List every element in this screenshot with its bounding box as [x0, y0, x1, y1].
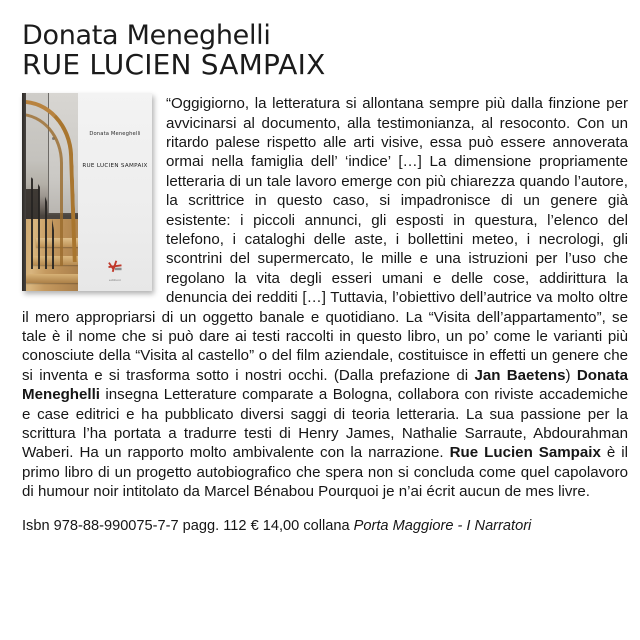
series-name: Porta Maggiore - I Narratori	[353, 517, 532, 534]
pages-label: pagg.	[182, 517, 220, 534]
book-title-inline: Rue Lucien Sampaix	[449, 444, 601, 462]
description-part-2: )	[565, 366, 577, 384]
series-label: collana	[303, 517, 350, 534]
cover-text-panel	[78, 93, 152, 291]
cover-title-text: RUE LUCIEN SAMPAIX	[82, 163, 148, 169]
cover-photo-staircase	[22, 93, 78, 291]
publisher-logo-icon	[106, 259, 124, 275]
cover-author-text: Donata Meneghelli	[89, 131, 141, 137]
cover-photo-step-3	[26, 274, 78, 283]
heading-author: Donata Meneghelli	[22, 20, 271, 51]
book-author-name: Donata Meneghelli	[22, 366, 628, 404]
description-part-4: è il primo libro di un progetto autobiografico che spera non si concluda come quel capolavoro di humour noir intitolato da Marcel Bénabou Pourquoi je n’ai écrit aucun de mes livre.	[22, 444, 628, 501]
cover-photo-newel-post	[22, 93, 26, 291]
description-part-3: insegna Letterature comparate a Bologna, collabora con riviste accademiche e case editrici e ha pubblicato diversi saggi di teoria letteraria. La sua passione per la scrittura l’ha portata a tradurre testi di Henry James, Nathalie Sarraute, Abdourahman Waberi. Ha un rapporto molto ambivalente con la narrazione.	[22, 386, 628, 462]
publisher-logo-name: edizioni	[109, 278, 121, 282]
isbn-value: 978-88-990075-7-7	[53, 517, 179, 534]
page-title	[22, 22, 628, 79]
heading-book-title: RUE LUCIEN SAMPAIX	[22, 48, 326, 81]
pages-value: 112	[223, 517, 247, 534]
description-part-1: “Oggigiorno, la letteratura si allontana sempre più dalla finzione per avvicinarsi al documento, alla testimonianza, al resoconto. Con un ritardo palese rispetto alle arti visive, essa può essere annoverata ormai nella famiglia dell’ ‘indice’ […] La dimensione propriamente letteraria di un tale lavoro emerge con più chiarezza quando l’autore, la scrittrice in questo caso, si impadronisce di un genere già esistente: i piccoli annunci, gli esposti in questura, l’elenco del telefono, i cataloghi delle aste, i bollettini meteo, i necrologi, gli scontrini del supermercato, le mille e una istruzioni per l’uso che regolano la vita degli esseri umani e delle cose, addirittura la denuncia dei redditi […] Tuttavia, l’obiettivo dell’autrice va molto oltre il mero appropriarsi di un oggetto banale e quotidiano. La “Visita dell’appartamento”, se tale è il nome che si può dare ai testi raccolti in questo libro, un po’ come le varianti più conosciute della “Visita al castello” o del film aziendale, costituisce in effetti un genere che si inventa e si trasforma sotto i nostri occhi. (Dalla prefazione di	[22, 95, 628, 384]
price-value: € 14,00	[250, 517, 300, 534]
preface-author-name: Jan Baetens	[474, 366, 566, 384]
book-cover-image	[22, 93, 152, 291]
publication-details	[22, 517, 628, 535]
isbn-label: Isbn	[22, 517, 50, 534]
